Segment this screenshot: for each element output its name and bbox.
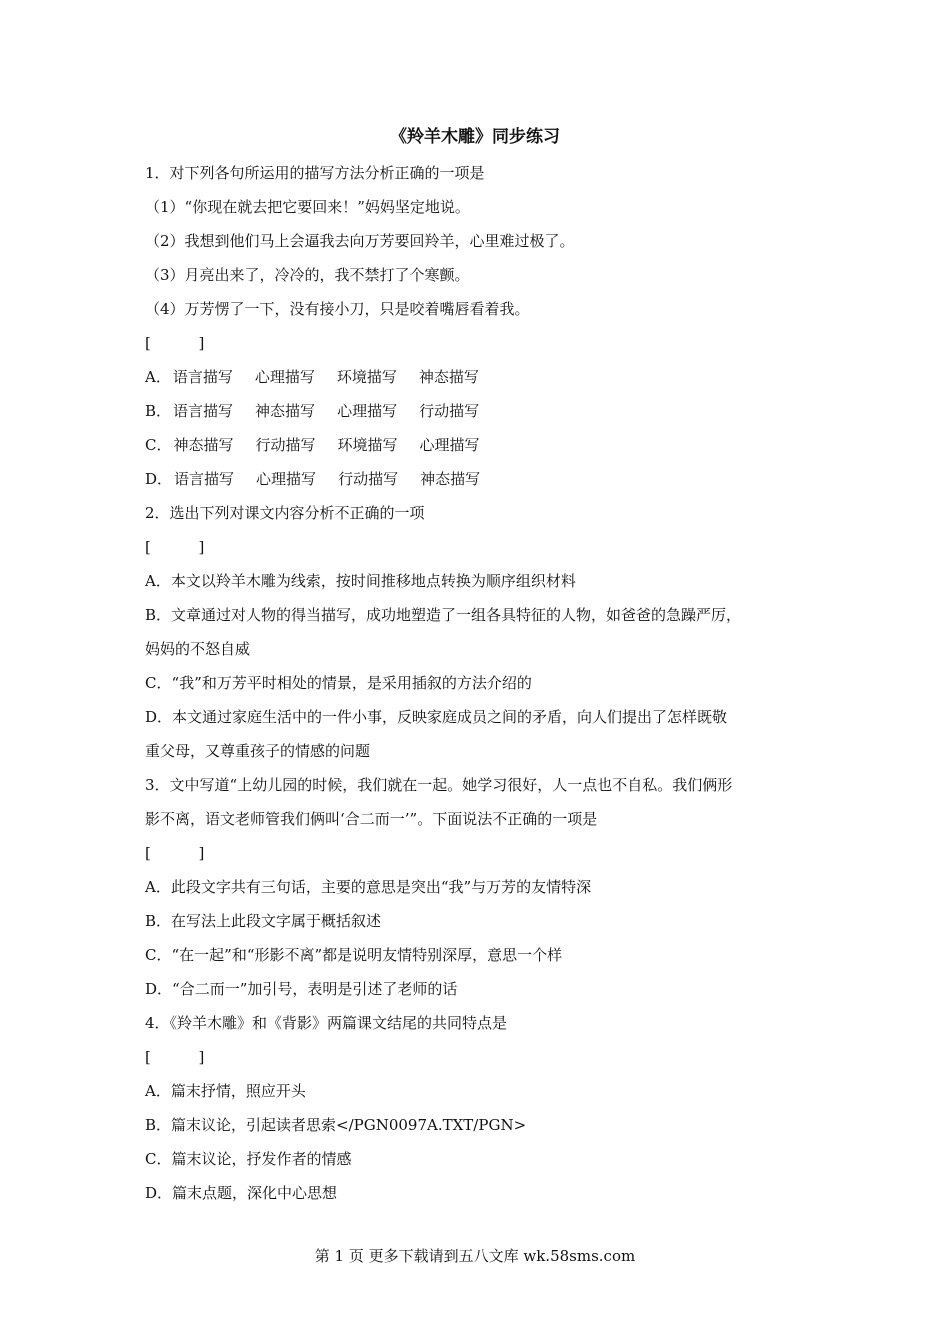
option-term: 行动描写 xyxy=(338,470,399,488)
option-term: 环境描写 xyxy=(336,368,397,386)
document-body xyxy=(145,156,825,1210)
q3-option-a: A．此段文字共有三句话，主要的意思是突出“我”与万芳的友情特深 xyxy=(145,878,592,896)
q1-option-a xyxy=(145,360,825,394)
q4-option-c: C．篇末议论，抒发作者的情感 xyxy=(145,1150,352,1168)
q1-sentence-2: （2）我想到他们马上会逼我去向万芳要回羚羊，心里难过极了。 xyxy=(145,232,575,250)
q1-sentence-1: （1）“你现在就去把它要回来！”妈妈坚定地说。 xyxy=(145,198,470,216)
q3-stem-line-1: 3．文中写道“上幼儿园的时候，我们就在一起。她学习很好，人一点也不自私。我们俩形 xyxy=(145,776,733,794)
q2-option-d-line-2: 重父母，又尊重孩子的情感的问题 xyxy=(145,742,371,760)
q4-answer-bracket: [ ] xyxy=(145,1048,205,1066)
option-term: 心理描写 xyxy=(254,368,315,386)
option-letter: D． xyxy=(145,470,173,488)
q1-option-b xyxy=(145,394,825,428)
q4-option-d: D．篇末点题，深化中心思想 xyxy=(145,1184,338,1202)
option-term: 心理描写 xyxy=(419,436,480,454)
q2-answer-bracket: [ ] xyxy=(145,538,205,556)
document-title: 《羚羊木雕》同步练习 xyxy=(390,127,560,147)
q1-sentence-4: （4）万芳愣了一下，没有接小刀，只是咬着嘴唇看着我。 xyxy=(145,300,530,318)
q4-stem: 4．《羚羊木雕》和《背影》两篇课文结尾的共同特点是 xyxy=(145,1014,508,1032)
q2-option-a: A．本文以羚羊木雕为线索，按时间推移地点转换为顺序组织材料 xyxy=(145,572,576,590)
q3-option-c: C．“在一起”和“形影不离”都是说明友情特别深厚，意思一个样 xyxy=(145,946,563,964)
q1-option-d xyxy=(145,462,825,496)
option-term: 神态描写 xyxy=(255,402,316,420)
q3-option-d: D．“合二而一”加引号，表明是引述了老师的话 xyxy=(145,980,458,998)
option-term: 心理描写 xyxy=(337,402,398,420)
option-term: 语言描写 xyxy=(173,402,234,420)
option-term: 行动描写 xyxy=(419,402,480,420)
q2-option-c: C．“我”和万芳平时相处的情景，是采用插叙的方法介绍的 xyxy=(145,674,532,692)
q1-sentence-3: （3）月亮出来了，冷冷的，我不禁打了个寒颤。 xyxy=(145,266,470,284)
q4-option-a: A．篇末抒情，照应开头 xyxy=(145,1082,306,1100)
option-term: 行动描写 xyxy=(255,436,316,454)
q2-option-d-line-1: D．本文通过家庭生活中的一件小事，反映家庭成员之间的矛盾，向人们提出了怎样既敬 xyxy=(145,708,728,726)
page-footer: 第 1 页 更多下载请到五八文库 wk.58sms.com xyxy=(314,1247,636,1265)
option-term: 神态描写 xyxy=(173,436,234,454)
option-letter: C． xyxy=(145,436,172,454)
q2-option-b-line-2: 妈妈的不怒自威 xyxy=(145,640,251,658)
q4-option-b: B．篇末议论，引起读者思索</PGN0097A.TXT/PGN> xyxy=(145,1116,527,1134)
q3-option-b: B．在写法上此段文字属于概括叙述 xyxy=(145,912,382,930)
option-letter: B． xyxy=(145,402,172,420)
option-term: 语言描写 xyxy=(172,368,233,386)
option-term: 神态描写 xyxy=(420,470,481,488)
q1-stem: 1．对下列各句所运用的描写方法分析正确的一项是 xyxy=(145,164,485,182)
option-term: 环境描写 xyxy=(337,436,398,454)
q3-answer-bracket: [ ] xyxy=(145,844,205,862)
option-term: 神态描写 xyxy=(418,368,479,386)
q2-stem: 2．选出下列对课文内容分析不正确的一项 xyxy=(145,504,425,522)
option-term: 语言描写 xyxy=(174,470,235,488)
q1-answer-bracket: [ ] xyxy=(145,334,205,352)
option-letter: A． xyxy=(145,368,171,386)
q1-option-c xyxy=(145,428,825,462)
q2-option-b-line-1: B．文章通过对人物的得当描写，成功地塑造了一组各具特征的人物，如爸爸的急躁严厉， xyxy=(145,606,742,624)
q3-stem-line-2: 影不离，语文老师管我们俩叫‘合二而一’”。下面说法不正确的一项是 xyxy=(145,810,598,828)
option-term: 心理描写 xyxy=(256,470,317,488)
